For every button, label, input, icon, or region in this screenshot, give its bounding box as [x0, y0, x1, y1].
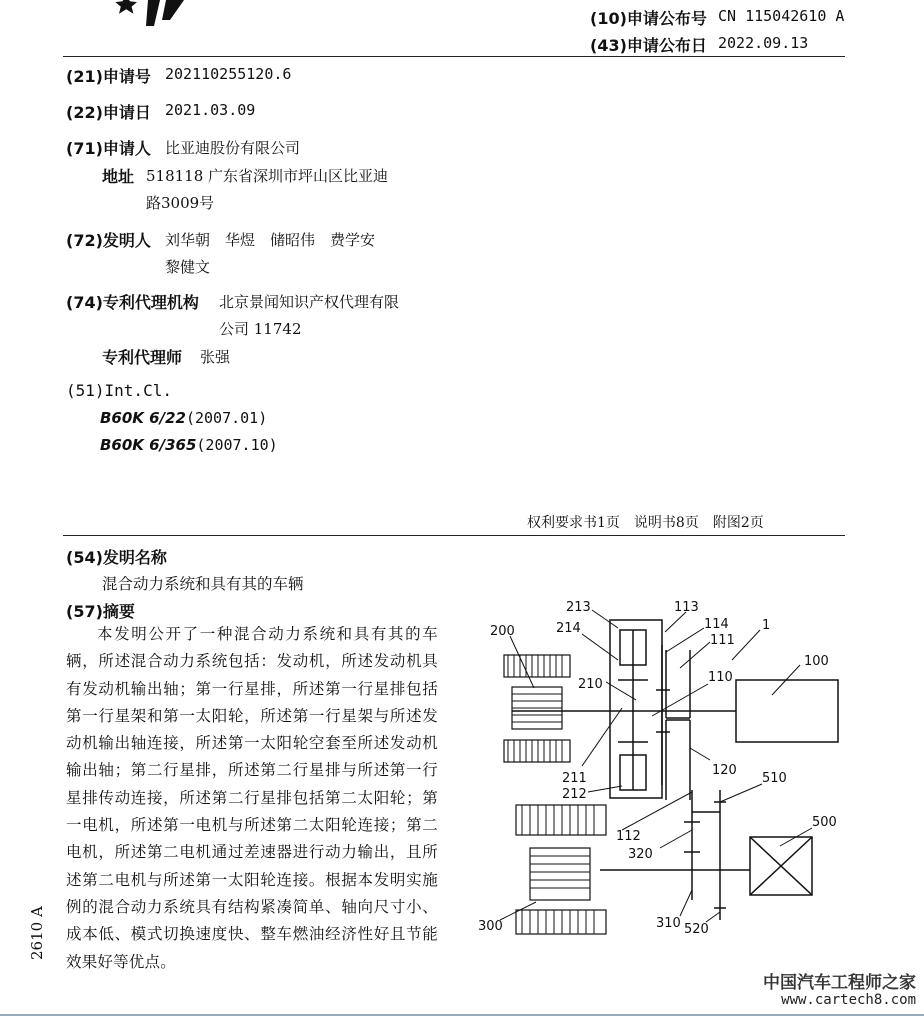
top-rule [63, 56, 845, 57]
label-500: 500 [812, 815, 837, 830]
pages-info: 权利要求书1页 说明书8页 附图2页 [527, 515, 764, 531]
label-120: 120 [712, 763, 737, 778]
ipc-version: (2007.01) [185, 409, 268, 427]
label-100: 100 [804, 654, 829, 669]
publication-date: 2022.09.13 [718, 34, 809, 52]
int-cl-label: (51)Int.Cl. [66, 381, 172, 400]
label-300: 300 [478, 919, 503, 934]
inventors-line1: 刘华朝 华煜 储昭伟 费学安 [165, 231, 376, 249]
ipc-code: B60K 6/22 [100, 409, 186, 427]
middle-rule [63, 535, 845, 536]
watermark-url: www.cartech8.com [781, 992, 916, 1008]
hybrid-system-figure [470, 590, 850, 950]
publication-number-label: (10)申请公布号 [590, 9, 707, 28]
office-logo-fragment [110, 0, 200, 28]
application-number-label: (21)申请号 [66, 67, 151, 86]
address-line2: 路3009号 [146, 194, 215, 212]
bottom-edge-line [0, 1014, 924, 1016]
publication-number: CN 115042610 A [718, 7, 845, 25]
invention-title: 混合动力系统和具有其的车辆 [102, 575, 304, 593]
applicant: 比亚迪股份有限公司 [165, 139, 301, 157]
label-110: 110 [708, 670, 733, 685]
label-200: 200 [490, 624, 515, 639]
address-line1: 518118 广东省深圳市坪山区比亚迪 [146, 167, 389, 185]
label-112: 112 [616, 829, 641, 844]
label-113: 113 [674, 600, 699, 615]
invention-title-label: (54)发明名称 [66, 548, 167, 567]
side-publication-text: 2610 A [28, 906, 46, 960]
ipc-code: B60K 6/365 [100, 436, 197, 454]
label-214: 214 [556, 621, 581, 636]
label-111: 111 [710, 633, 735, 648]
applicant-label: (71)申请人 [66, 139, 151, 158]
agent-label: 专利代理师 [102, 348, 183, 367]
inventors-line2: 黎健文 [165, 258, 211, 276]
address-label: 地址 [102, 167, 135, 186]
label-520: 520 [684, 922, 709, 937]
application-date-label: (22)申请日 [66, 103, 151, 122]
label-320: 320 [628, 847, 653, 862]
ipc-row [100, 408, 267, 427]
agency-line1: 北京景闻知识产权代理有限 [219, 293, 400, 311]
label-212: 212 [562, 787, 587, 802]
label-1: 1 [762, 618, 771, 633]
agent: 张强 [200, 348, 231, 366]
label-210: 210 [578, 677, 603, 692]
watermark-title: 中国汽车工程师之家 [763, 973, 916, 993]
publication-date-label: (43)申请公布日 [590, 36, 707, 55]
inventor-label: (72)发明人 [66, 231, 151, 250]
label-510: 510 [762, 771, 787, 786]
abstract-text: 本发明公开了一种混合动力系统和具有其的车辆，所述混合动力系统包括：发动机，所述发动机具有发动机输出轴；第一行星排，所述第一行星排包括第一行星架和第一太阳轮，所述第一行星架与所述发动机输出轴连接，所述第一太阳轮空套至所述发动机输出轴；第二行星排，所述第二行星排与所述第一行星排传动连接，所述第二行星排包括第二太阳轮；第一电机，所述第一电机与所述第二太阳轮连接；第二电机，所述第二电机通过差速器进行动力输出，且所述第二电机与所述第一太阳轮连接。根据本发明实施例的混合动力系统具有结构紧凑简单、轴向尺寸小、成本低、模式切换速度快、整车燃油经济性好且节能效果好等优点。 [66, 625, 438, 971]
label-213: 213 [566, 600, 591, 615]
label-211: 211 [562, 771, 587, 786]
agency-line2: 公司 11742 [219, 320, 302, 338]
ipc-row [100, 435, 278, 454]
application-date: 2021.03.09 [165, 101, 256, 119]
label-114: 114 [704, 617, 729, 632]
ipc-version: (2007.10) [196, 436, 278, 454]
agency-label: (74)专利代理机构 [66, 293, 199, 312]
label-310: 310 [656, 916, 681, 931]
application-number: 202110255120.6 [165, 65, 292, 83]
abstract-label: (57)摘要 [66, 602, 135, 621]
